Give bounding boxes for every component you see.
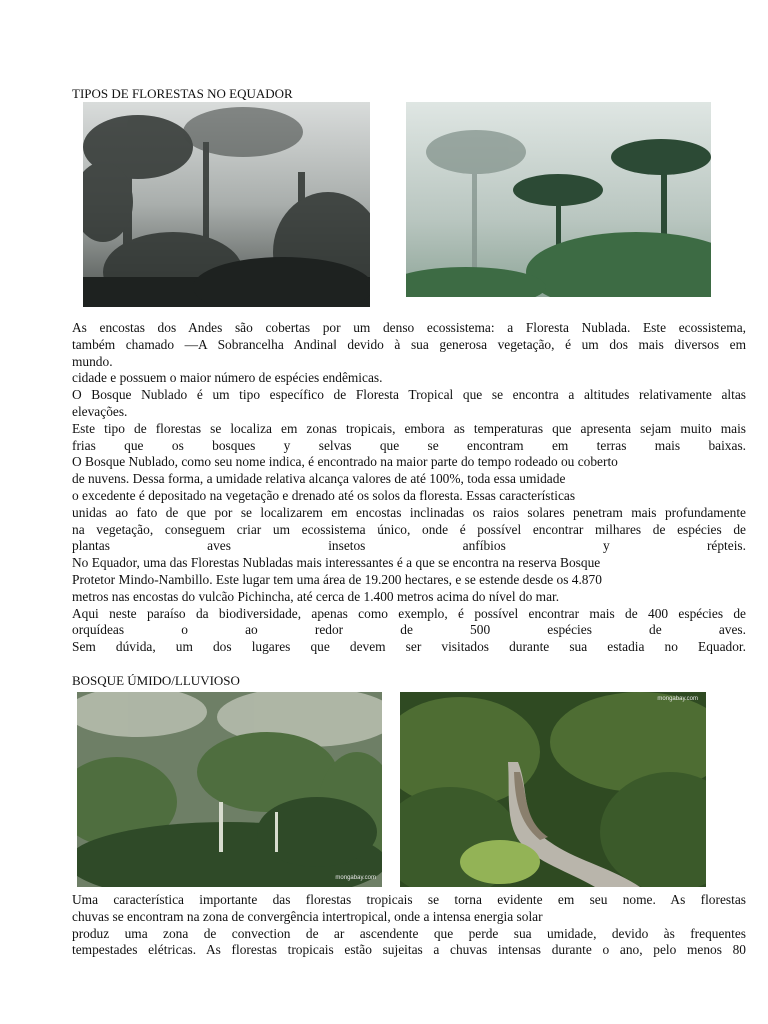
paragraph-line: As encostas dos Andes são cobertas por um denso ecossistema: a Floresta Nublada. Este ecossistema, <box>72 320 746 335</box>
paragraph-line: o excedente é depositado na vegetação e drenado até os solos da floresta. Essas características <box>72 487 576 503</box>
paragraph-line: metros nas encostas do vulcão Pichincha, até cerca de 1.400 metros acima do nível do mar. <box>72 588 560 604</box>
rainforest-canopy-photo <box>77 692 382 887</box>
paragraph-line: na vegetação, conseguem criar um ecossistema único, onde é possível encontrar milhares de espécies de <box>72 521 746 537</box>
paragraph-line: chuvas se encontram na zona de convergência intertropical, onde a intensa energia solar <box>72 908 543 924</box>
paragraph-line: de nuvens. Dessa forma, a umidade relativa alcança valores de até 100%, toda essa umidade <box>72 471 566 487</box>
paragraph-line: Protetor Mindo-Nambillo. Este lugar tem uma área de 19.200 hectares, e se estende desde os 4.870 <box>72 571 602 587</box>
section-body-bosque-umido <box>72 892 746 959</box>
paragraph-line: cidade e possuem o maior número de espécies endêmicas. <box>72 370 383 386</box>
paragraph-line: mundo. <box>72 353 113 369</box>
river-forest-photo <box>400 692 706 887</box>
cloud-forest-photo <box>83 102 370 307</box>
paragraph-line: tempestades elétricas. As florestas tropicais estão sujeitas a chuvas intensas durante o ano, pelo menos 80 <box>72 942 746 958</box>
watermark-left: mongabay.com <box>335 875 376 881</box>
paragraph-line: unidas ao fato de que por se localizarem em encostas inclinadas os raios solares penetram mais profundamente <box>72 504 746 520</box>
paragraph-line: Este tipo de florestas se localiza em zonas tropicais, embora as temperaturas que apresenta sejam muito mais <box>72 420 746 436</box>
paragraph-line: frias que os bosques y selvas que se encontram em terras mais baixas. <box>72 437 746 453</box>
paragraph-line: Aqui neste paraíso da biodiversidade, apenas como exemplo, é possível encontrar mais de 400 espécies de <box>72 605 746 621</box>
tree-fern-photo <box>406 102 711 297</box>
paragraph-line: O Bosque Nublado é um tipo específico de Floresta Tropical que se encontra a altitudes relativamente altas <box>72 387 746 403</box>
paragraph-line: também chamado ―A Sobrancelha Andina‖ devido à sua generosa vegetação, é um dos mais diversos em <box>72 336 746 352</box>
paragraph-line: plantas aves insetos anfíbios y répteis. <box>72 538 746 554</box>
section-body-florestas <box>72 320 746 656</box>
section-heading-bosque-umido: BOSQUE ÚMIDO/LLUVIOSO <box>72 673 240 688</box>
paragraph-line: produz uma zona de convection de ar ascendente que perde sua umidade, devido às frequentes <box>72 925 746 941</box>
paragraph-line: Sem dúvida, um dos lugares que devem ser visitados durante sua estadia no Equador. <box>72 639 746 655</box>
paragraph-line: orquídeas o ao redor de 500 espécies de aves. <box>72 622 746 638</box>
section-heading-florestas: TIPOS DE FLORESTAS NO EQUADOR <box>72 86 293 101</box>
paragraph-line: No Equador, uma das Florestas Nubladas mais interessantes é a que se encontra na reserva Bosque <box>72 555 601 571</box>
watermark-right: mongabay.com <box>657 696 698 702</box>
paragraph-line: O Bosque Nublado, como seu nome indica, é encontrado na maior parte do tempo rodeado ou coberto <box>72 454 618 470</box>
paragraph-line: elevações. <box>72 403 128 419</box>
paragraph-line: Uma característica importante das florestas tropicais se torna evidente em seu nome. As florestas <box>72 892 746 907</box>
